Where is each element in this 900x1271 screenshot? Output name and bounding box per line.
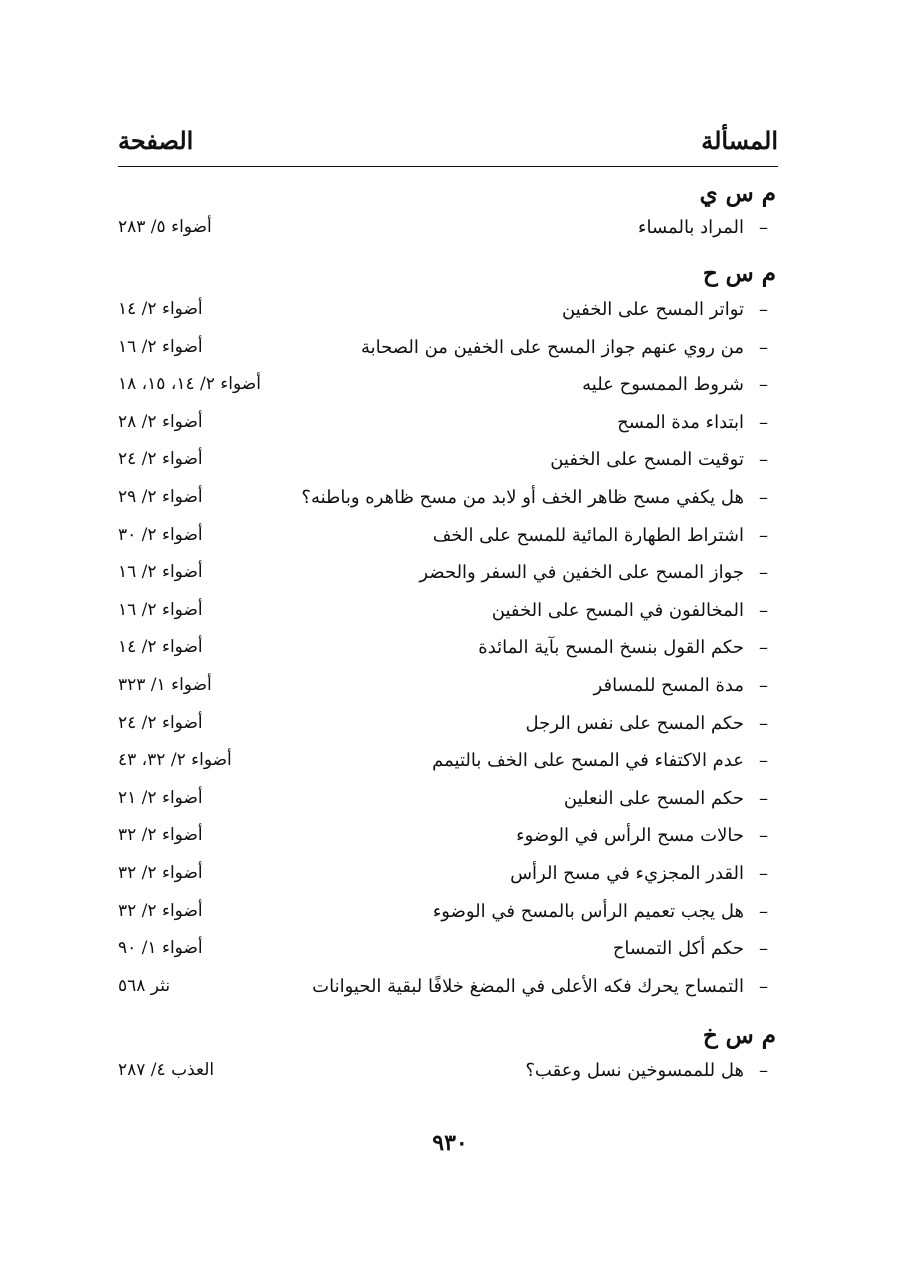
entry-dash: –: [759, 1060, 768, 1081]
index-entry: [118, 447, 778, 477]
entry-title: ابتداء مدة المسح: [617, 412, 744, 433]
entry-reference: أضواء ٢/ ٣٢: [118, 863, 203, 883]
entry-title: هل للممسوخين نسل وعقب؟: [525, 1060, 744, 1081]
index-entry: [118, 523, 778, 553]
entry-reference: أضواء ٢/ ٢١: [118, 788, 203, 808]
entry-reference: أضواء ٢/ ١٤: [118, 299, 203, 319]
page-column-title: الصفحة: [118, 126, 194, 155]
entry-title: توقيت المسح على الخفين: [550, 449, 744, 470]
index-entry: [118, 598, 778, 628]
entry-reference: أضواء ٢/ ٢٤: [118, 713, 203, 733]
entry-dash: –: [759, 637, 768, 658]
entry-dash: –: [759, 562, 768, 583]
entry-reference: أضواء ٢/ ١٦: [118, 337, 203, 357]
entry-dash: –: [759, 374, 768, 395]
entry-dash: –: [759, 299, 768, 320]
entry-reference: أضواء ٢/ ٣٢: [118, 901, 203, 921]
entry-dash: –: [759, 825, 768, 846]
index-entry: [118, 215, 778, 245]
entry-reference: أضواء ٢/ ١٦: [118, 562, 203, 582]
entry-reference: العذب ٤/ ٢٨٧: [118, 1060, 215, 1080]
entry-title: القدر المجزيء في مسح الرأس: [510, 863, 744, 884]
entry-title: حكم القول بنسخ المسح بآية المائدة: [478, 637, 744, 658]
entry-dash: –: [759, 675, 768, 696]
index-entry: [118, 335, 778, 365]
entry-reference: أضواء ٢/ ٣٠: [118, 525, 203, 545]
entry-title: من روي عنهم جواز المسح على الخفين من الصحابة: [361, 337, 744, 358]
index-entry: [118, 673, 778, 703]
entry-title: شروط الممسوح عليه: [582, 374, 744, 395]
entry-title: اشتراط الطهارة المائية للمسح على الخف: [432, 525, 744, 546]
section-heading: م س ح: [702, 260, 776, 287]
entry-dash: –: [759, 713, 768, 734]
index-entry: [118, 899, 778, 929]
entry-reference: أضواء ٢/ ٢٨: [118, 412, 203, 432]
entry-title: حالات مسح الرأس في الوضوء: [516, 825, 744, 846]
index-entry: [118, 786, 778, 816]
entry-title: عدم الاكتفاء في المسح على الخف بالتيمم: [432, 750, 744, 771]
entry-reference: أضواء ٢/ ٢٤: [118, 449, 203, 469]
index-entry: [118, 936, 778, 966]
entry-dash: –: [759, 750, 768, 771]
entry-title: هل يكفي مسح ظاهر الخف أو لابد من مسح ظاهره وباطنه؟: [301, 487, 744, 508]
index-entry: [118, 635, 778, 665]
section-heading: م س خ: [702, 1022, 776, 1049]
entry-dash: –: [759, 449, 768, 470]
entry-title: حكم المسح على نفس الرجل: [525, 713, 744, 734]
entry-dash: –: [759, 487, 768, 508]
entry-title: التمساح يحرك فكه الأعلى في المضغ خلافًا لبقية الحيوانات: [312, 976, 744, 997]
entry-reference: أضواء ٥/ ٢٨٣: [118, 217, 212, 237]
entry-reference: أضواء ٢/ ٢٩: [118, 487, 203, 507]
entry-dash: –: [759, 863, 768, 884]
index-entry: [118, 297, 778, 327]
entry-dash: –: [759, 412, 768, 433]
issue-column-title: المسألة: [701, 126, 778, 155]
entry-title: تواتر المسح على الخفين: [561, 299, 744, 320]
entry-reference: أضواء ٢/ ١٤، ١٥، ١٨: [118, 374, 261, 394]
entry-reference: أضواء ١/ ٣٢٣: [118, 675, 212, 695]
entry-dash: –: [759, 600, 768, 621]
index-entry: [118, 410, 778, 440]
index-entry: [118, 711, 778, 741]
entry-title: مدة المسح للمسافر: [593, 675, 744, 696]
entry-reference: أضواء ٢/ ١٦: [118, 600, 203, 620]
entry-reference: أضواء ١/ ٩٠: [118, 938, 203, 958]
entry-title: هل يجب تعميم الرأس بالمسح في الوضوء: [432, 901, 744, 922]
entry-dash: –: [759, 788, 768, 809]
column-header: [118, 118, 778, 158]
entry-dash: –: [759, 525, 768, 546]
entry-reference: أضواء ٢/ ٣٢، ٤٣: [118, 750, 232, 770]
section-heading: م س ي: [699, 180, 776, 207]
entry-title: حكم المسح على النعلين: [563, 788, 744, 809]
entry-dash: –: [759, 938, 768, 959]
index-entry: [118, 372, 778, 402]
entry-dash: –: [759, 337, 768, 358]
entry-title: حكم أكل التمساح: [612, 938, 744, 959]
header-divider: [118, 166, 778, 167]
page-number: ٩٣٠: [432, 1130, 468, 1156]
index-entry: [118, 974, 778, 1004]
index-entry: [118, 861, 778, 891]
index-entry: [118, 560, 778, 590]
index-entry: [118, 823, 778, 853]
entry-reference: نثر ٥٦٨: [118, 976, 171, 996]
entry-reference: أضواء ٢/ ٣٢: [118, 825, 203, 845]
entry-reference: أضواء ٢/ ١٤: [118, 637, 203, 657]
index-entry: [118, 748, 778, 778]
entry-dash: –: [759, 976, 768, 997]
entry-title: جواز المسح على الخفين في السفر والحضر: [419, 562, 744, 583]
index-entry: [118, 1058, 778, 1088]
entry-dash: –: [759, 217, 768, 238]
entry-title: المخالفون في المسح على الخفين: [491, 600, 744, 621]
entry-title: المراد بالمساء: [638, 217, 744, 238]
index-entry: [118, 485, 778, 515]
entry-dash: –: [759, 901, 768, 922]
